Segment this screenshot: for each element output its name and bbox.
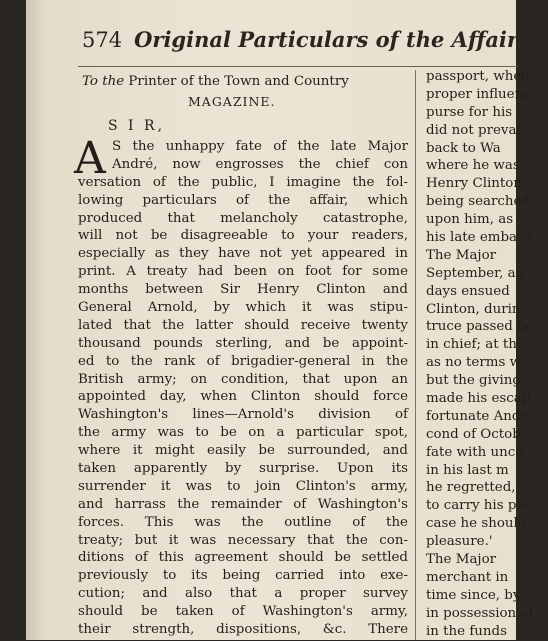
text-line: truce passed be — [426, 319, 534, 335]
text-line: The Major — [426, 552, 497, 568]
text-line: as no terms w — [426, 355, 522, 371]
text-line: where it might easily be surrounded, and — [78, 443, 408, 459]
text-line: should be taken of Washington's army, — [78, 604, 408, 620]
text-line: he regretted, — [426, 480, 516, 496]
text-line: Clinton, durin — [426, 301, 521, 317]
address-rest: Printer of the Town and Country — [128, 74, 349, 89]
text-line: ditions of this agreement should be settled — [78, 550, 408, 566]
salutation: S I R, — [108, 118, 166, 134]
text-line: September, an — [426, 265, 525, 281]
text-line: lated that the latter should receive twenty — [78, 317, 408, 333]
text-line: merchant in — [426, 569, 509, 585]
text-line: Washington's lines—Arnold's division of — [78, 407, 408, 423]
text-line: months between Sir Henry Clinton and — [78, 282, 408, 298]
text-line: especially as they have not yet appeared in — [78, 246, 408, 262]
text-line: S the unhappy fate of the late Major — [112, 139, 408, 154]
running-header — [82, 27, 548, 52]
text-line: in possession of — [426, 605, 534, 621]
text-line: his late embass — [426, 230, 531, 246]
text-line: passport, when — [426, 69, 530, 84]
text-line: will not be disagreeable to your readers, — [78, 228, 408, 244]
column-divider — [415, 70, 416, 640]
text-line: purse for his — [426, 104, 513, 120]
text-line: thousand pounds sterling, and be appoint- — [78, 335, 408, 351]
text-line: in chief; at th — [426, 337, 517, 353]
address-prefix: To the — [82, 74, 125, 89]
text-line: André, now engrosses the chief con — [112, 156, 408, 172]
text-line: being searched — [426, 194, 531, 210]
text-line: pleasure.' — [426, 534, 493, 550]
newspaper-page — [26, 0, 548, 640]
text-line: appointed day, when Clinton should force — [78, 389, 408, 405]
text-line: cution; and also that a proper survey — [78, 586, 408, 602]
text-line: in the funds — [426, 623, 507, 639]
text-line: cond of Octob — [426, 426, 521, 442]
text-line: taken apparently by surprise. Upon its — [78, 461, 408, 477]
text-line: time since, by — [426, 587, 521, 603]
text-line: the army was to be on a particular spot, — [78, 425, 408, 441]
page-number: 574 — [82, 28, 123, 52]
letter-body — [78, 138, 408, 639]
text-line: Henry Clinton — [426, 176, 522, 192]
text-line: forces. This was the outline of the — [78, 514, 408, 530]
text-line: proper influenc — [426, 86, 531, 102]
text-line: case he should — [426, 516, 527, 532]
text-line: The Major — [426, 247, 497, 263]
text-line: General Arnold, by which it was stipu- — [78, 300, 408, 316]
text-line: did not prevai — [426, 122, 521, 138]
running-title: Original Particulars of the Affair of — [134, 27, 548, 52]
text-line: print. A treaty had been on foot for some — [78, 264, 408, 280]
magazine-name: MAGAZINE. — [188, 94, 276, 109]
header-rule — [78, 66, 518, 67]
text-line: but the giving — [426, 373, 521, 389]
text-line: treaty; but it was necessary that the con- — [78, 532, 408, 548]
drop-cap: A — [74, 133, 106, 184]
text-line: to carry his pla — [426, 498, 529, 514]
text-line: surrender it was to join Clinton's army, — [78, 478, 408, 494]
text-line: fortunate Andr — [426, 408, 527, 424]
left-column — [78, 68, 408, 639]
text-line: upon him, as — [426, 212, 514, 228]
text-line: days ensued — [426, 283, 510, 299]
text-line: ed to the rank of brigadier-general in the — [78, 353, 408, 369]
text-line: their strength, dispositions, &c. There — [78, 622, 408, 638]
text-line: lowing particulars of the affair, which — [78, 192, 408, 208]
text-line: back to Wa — [426, 140, 501, 156]
text-line: fate with unco — [426, 444, 524, 460]
right-column-body — [426, 68, 536, 641]
text-line: and harrass the remainder of Washington's — [78, 496, 408, 512]
text-line: previously to its being carried into exe- — [78, 568, 408, 584]
address-line — [78, 72, 408, 92]
text-line: versation of the public, I imagine the fol- — [78, 174, 408, 190]
text-line: where he was — [426, 158, 520, 174]
text-line: produced that melancholy catastrophe, — [78, 210, 408, 226]
right-column — [426, 68, 536, 641]
text-line: made his escap — [426, 391, 531, 407]
text-line: British army; on condition, that upon an — [78, 371, 408, 387]
text-line: in his last m — [426, 462, 509, 478]
